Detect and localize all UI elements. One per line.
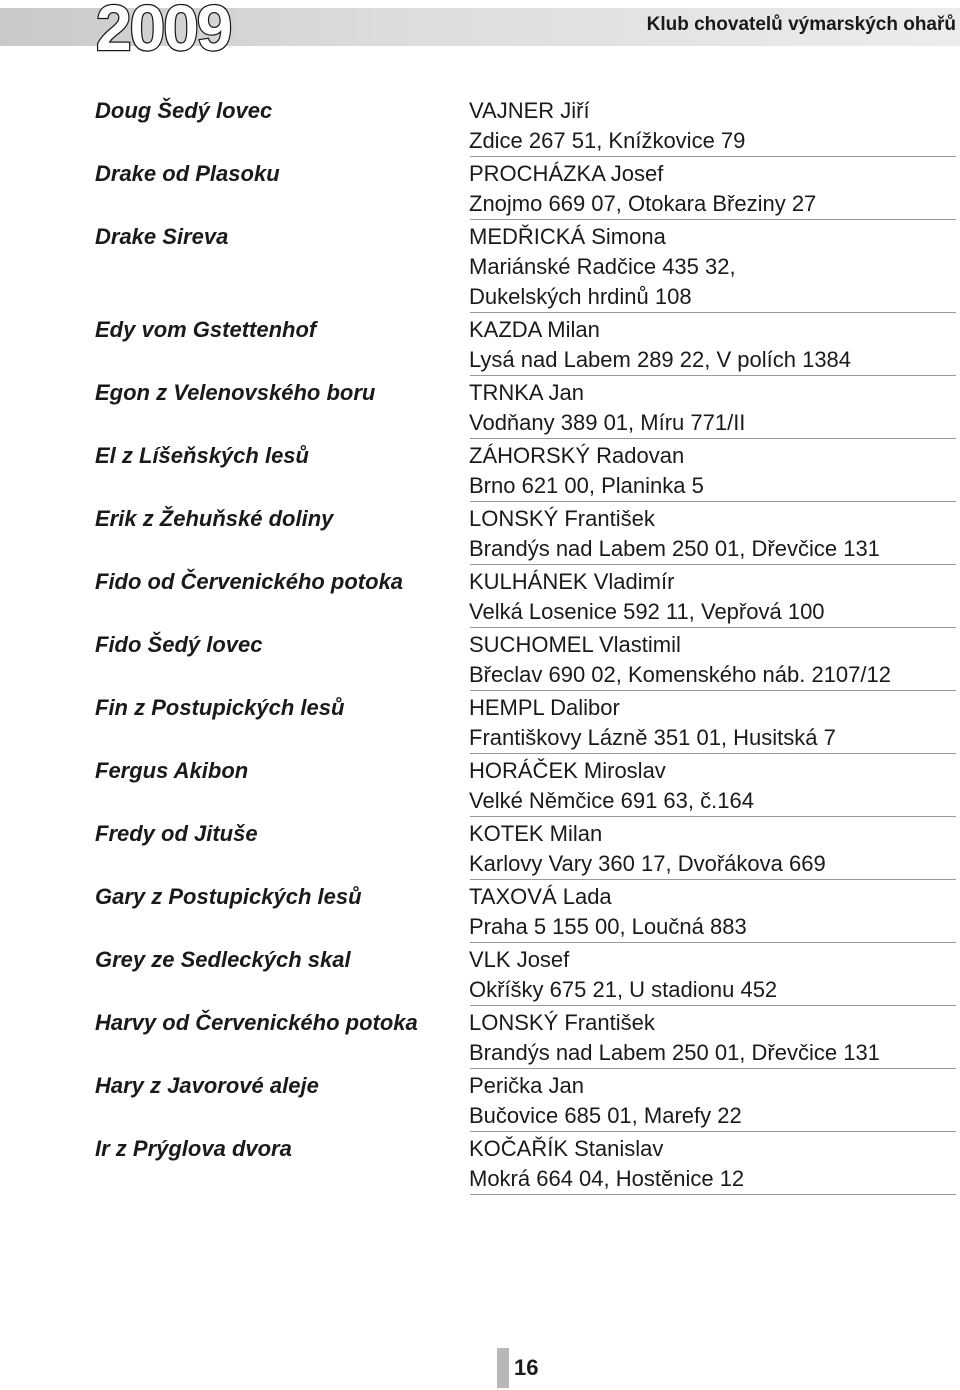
dog-name: Fido Šedý lovec <box>95 632 263 657</box>
owner-name: KULHÁNEK Vladimír <box>469 569 675 594</box>
owner-name: LONSKÝ František <box>469 1010 655 1035</box>
list-item <box>0 817 960 880</box>
owner-name: VAJNER Jiří <box>469 98 590 123</box>
owner-address: Bučovice 685 01, Marefy 22 <box>469 1103 742 1128</box>
entry-divider <box>470 1194 956 1195</box>
owner-name: TRNKA Jan <box>469 380 584 405</box>
list-item <box>0 94 960 157</box>
list-item <box>0 1069 960 1132</box>
list-item <box>0 880 960 943</box>
list-item <box>0 628 960 691</box>
list-item <box>0 157 960 220</box>
list-item <box>0 1006 960 1069</box>
dog-name: Ir z Prýglova dvora <box>95 1136 292 1161</box>
list-item <box>0 943 960 1006</box>
list-item <box>0 502 960 565</box>
dog-name: Fergus Akibon <box>95 758 249 783</box>
owner-address: Praha 5 155 00, Loučná 883 <box>469 914 747 939</box>
dog-name: Hary z Javorové aleje <box>95 1073 319 1098</box>
dog-name: Doug Šedý lovec <box>95 98 273 123</box>
owner-address: Mariánské Radčice 435 32, <box>469 254 736 279</box>
owner-address: Brno 621 00, Planinka 5 <box>469 473 704 498</box>
dog-name: Drake Sireva <box>95 224 229 249</box>
owner-name: HEMPL Dalibor <box>469 695 620 720</box>
dog-name: Erik z Žehuňské doliny <box>95 506 334 531</box>
owner-address: Dukelských hrdinů 108 <box>469 284 692 309</box>
club-name: Klub chovatelů výmarských ohařů <box>646 14 956 35</box>
owner-address: Zdice 267 51, Knížkovice 79 <box>469 128 746 153</box>
owner-address: Okříšky 675 21, U stadionu 452 <box>469 977 778 1002</box>
dog-name: Fido od Červenického potoka <box>95 569 404 594</box>
owner-address: Mokrá 664 04, Hostěnice 12 <box>469 1166 745 1191</box>
owner-name: LONSKÝ František <box>469 506 655 531</box>
owner-address: Karlovy Vary 360 17, Dvořákova 669 <box>469 851 826 876</box>
page-footer <box>497 1348 547 1388</box>
owner-name: SUCHOMEL Vlastimil <box>469 632 681 657</box>
dog-name: Edy vom Gstettenhof <box>95 317 317 342</box>
owner-name: KOČAŘÍK Stanislav <box>469 1136 664 1161</box>
list-item <box>0 565 960 628</box>
dog-name: Grey ze Sedleckých skal <box>95 947 351 972</box>
owner-address: Brandýs nad Labem 250 01, Dřevčice 131 <box>469 1040 880 1065</box>
list-item <box>0 439 960 502</box>
owner-address: Velké Němčice 691 63, č.164 <box>469 788 754 813</box>
page-number: 16 <box>514 1355 539 1380</box>
dog-name: Harvy od Červenického potoka <box>95 1010 418 1035</box>
owner-address: Vodňany 389 01, Míru 771/II <box>469 410 746 435</box>
list-item <box>0 691 960 754</box>
year-title: 2009 <box>96 0 231 64</box>
dog-name: Fredy od Jituše <box>95 821 258 846</box>
list-item <box>0 220 960 313</box>
owner-address: Břeclav 690 02, Komenského náb. 2107/12 <box>469 662 891 687</box>
owner-address: Velká Losenice 592 11, Vepřová 100 <box>469 599 825 624</box>
list-item <box>0 754 960 817</box>
list-item <box>0 1132 960 1195</box>
owner-name: HORÁČEK Miroslav <box>469 758 666 783</box>
owner-name: VLK Josef <box>469 947 570 972</box>
list-item <box>0 376 960 439</box>
page-number-marker <box>497 1348 509 1388</box>
list-item <box>0 313 960 376</box>
owner-name: MEDŘICKÁ Simona <box>469 224 666 249</box>
owner-address: Brandýs nad Labem 250 01, Dřevčice 131 <box>469 536 880 561</box>
owner-name: Perička Jan <box>469 1073 584 1098</box>
owner-address: Lysá nad Labem 289 22, V polích 1384 <box>469 347 852 372</box>
dog-name: El z Líšeňských lesů <box>95 443 309 468</box>
owner-name: TAXOVÁ Lada <box>469 884 612 909</box>
owner-address: Znojmo 669 07, Otokara Březiny 27 <box>469 191 817 216</box>
owner-name: PROCHÁZKA Josef <box>469 161 664 186</box>
dog-owner-list <box>0 94 960 1195</box>
dog-name: Drake od Plasoku <box>95 161 280 186</box>
owner-name: KAZDA Milan <box>469 317 600 342</box>
dog-name: Fin z Postupických lesů <box>95 695 345 720</box>
dog-name: Gary z Postupických lesů <box>95 884 362 909</box>
owner-name: ZÁHORSKÝ Radovan <box>469 443 685 468</box>
page-header <box>0 0 960 64</box>
owner-name: KOTEK Milan <box>469 821 603 846</box>
dog-name: Egon z Velenovského boru <box>95 380 376 405</box>
owner-address: Františkovy Lázně 351 01, Husitská 7 <box>469 725 836 750</box>
